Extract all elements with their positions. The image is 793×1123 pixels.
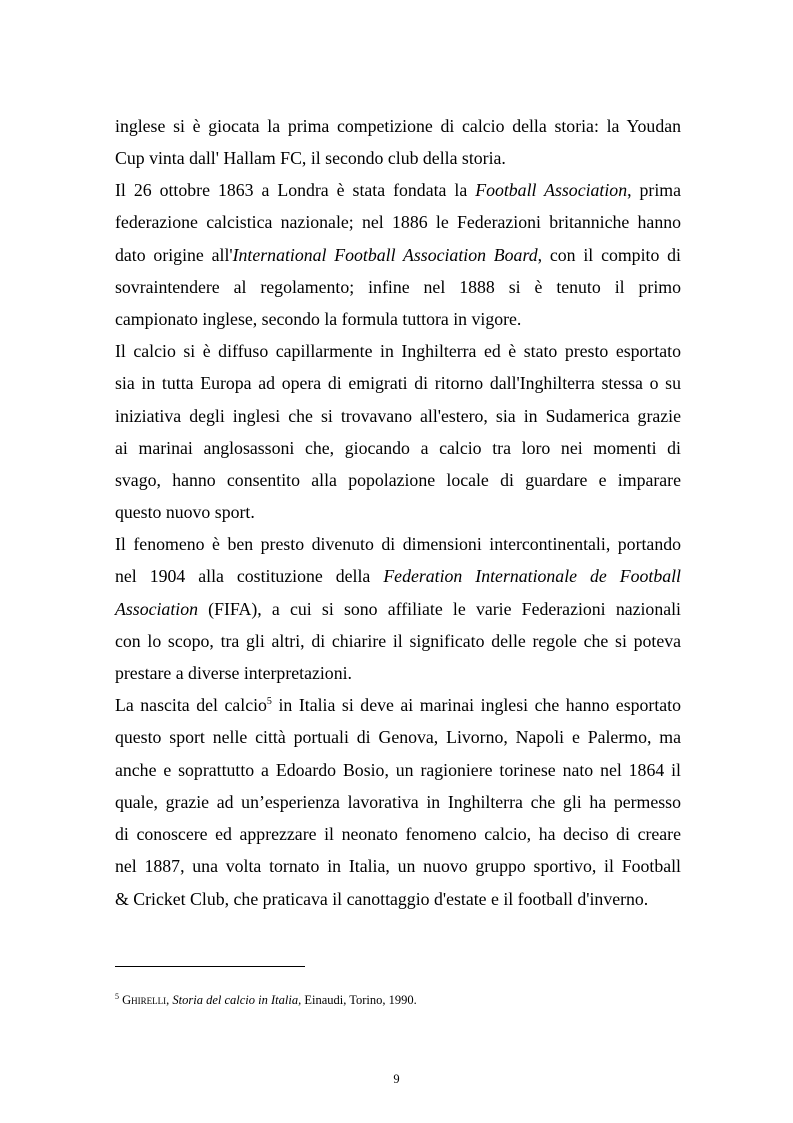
paragraph-fifa <box>115 528 681 689</box>
footnote-reference[interactable]: 5 <box>266 696 272 707</box>
text-line: sia in tutta Europa ad opera di emigrati di ritorno dall'Inghilterra stessa o su <box>115 373 681 394</box>
paragraph-diffusion <box>115 335 681 529</box>
text-line: con lo scopo, tra gli altri, di chiarire il significato delle regole che si poteva <box>115 630 681 651</box>
text-line: campionato inglese, secondo la formula tuttora in vigore. <box>115 309 522 330</box>
footnote-author: Ghirelli <box>122 993 167 1007</box>
paragraph-football-association <box>115 174 681 335</box>
text-run: dato origine all' <box>115 244 233 265</box>
text-run: in Italia si deve ai marinai inglesi che hanno esportato <box>271 695 681 715</box>
text-line: nel 1887, una volta tornato in Italia, un nuovo gruppo sportivo, il Football <box>115 856 681 877</box>
text-run: La nascita del calcio <box>115 695 267 715</box>
text-run: (FIFA), a cui si sono affiliate le varie Federazioni nazionali <box>197 598 681 619</box>
text-line <box>115 689 681 721</box>
italic-term: Federation Internationale de Football <box>383 566 682 587</box>
italic-term: Football Association <box>475 180 628 200</box>
page-number: 9 <box>393 1072 400 1086</box>
text-line: federazione calcistica nazionale; nel 1886 le Federazioni britanniche hanno <box>115 212 681 233</box>
text-line: questo nuovo sport. <box>115 502 255 523</box>
paragraph-youdan-cup <box>115 110 681 175</box>
footnote-title: Storia del calcio in Italia, <box>172 993 302 1007</box>
text-line: Cup vinta dall' Hallam FC, il secondo club della storia. <box>115 148 506 169</box>
text-line: svago, hanno consentito alla popolazione locale di guardare e imparare <box>115 470 681 491</box>
footnote-number: 5 <box>115 992 119 1001</box>
text-line: anche e soprattutto a Edoardo Bosio, un ragioniere torinese nato nel 1864 il <box>115 759 681 780</box>
italic-term: Association <box>115 598 198 619</box>
text-line: ai marinai anglosassoni che, giocando a calcio tra loro nei momenti di <box>115 437 681 458</box>
text-line: di conoscere ed apprezzare il neonato fenomeno calcio, ha deciso di creare <box>115 824 681 845</box>
footnote-divider <box>115 966 305 967</box>
text-line <box>115 560 681 592</box>
text-line: Il fenomeno è ben presto divenuto di dimensioni intercontinentali, portando <box>115 534 681 554</box>
text-run: , con il compito di <box>537 244 681 265</box>
text-line: iniziativa degli inglesi che si trovavano all'estero, sia in Sudamerica grazie <box>115 405 681 426</box>
text-line: quale, grazie ad un’esperienza lavorativa in Inghilterra che gli ha permesso <box>115 791 681 812</box>
footnote-separator: , <box>166 993 173 1007</box>
text-line: questo sport nelle città portuali di Genova, Livorno, Napoli e Palermo, ma <box>115 727 681 748</box>
text-run: Il 26 ottobre 1863 a Londra è stata fondata la <box>115 180 476 200</box>
italic-term: International Football Association Board <box>232 244 538 265</box>
text-line <box>115 239 681 271</box>
text-line: sovraintendere al regolamento; infine nel 1888 si è tenuto il primo <box>115 276 681 297</box>
text-run: , prima <box>627 180 681 200</box>
text-line <box>115 593 681 625</box>
footnote-publisher: Einaudi, Torino, 1990. <box>301 993 417 1007</box>
text-line <box>115 174 681 206</box>
footnote <box>115 991 417 1009</box>
text-line: & Cricket Club, che praticava il canottaggio d'estate e il football d'inverno. <box>115 888 649 909</box>
text-line: Il calcio si è diffuso capillarmente in Inghilterra ed è stato presto esportato <box>115 341 681 361</box>
text-line: prestare a diverse interpretazioni. <box>115 663 352 684</box>
text-line: inglese si è giocata la prima competizione di calcio della storia: la Youdan <box>115 116 681 136</box>
text-run: nel 1904 alla costituzione della <box>115 566 384 587</box>
paragraph-calcio-italia <box>115 689 681 915</box>
